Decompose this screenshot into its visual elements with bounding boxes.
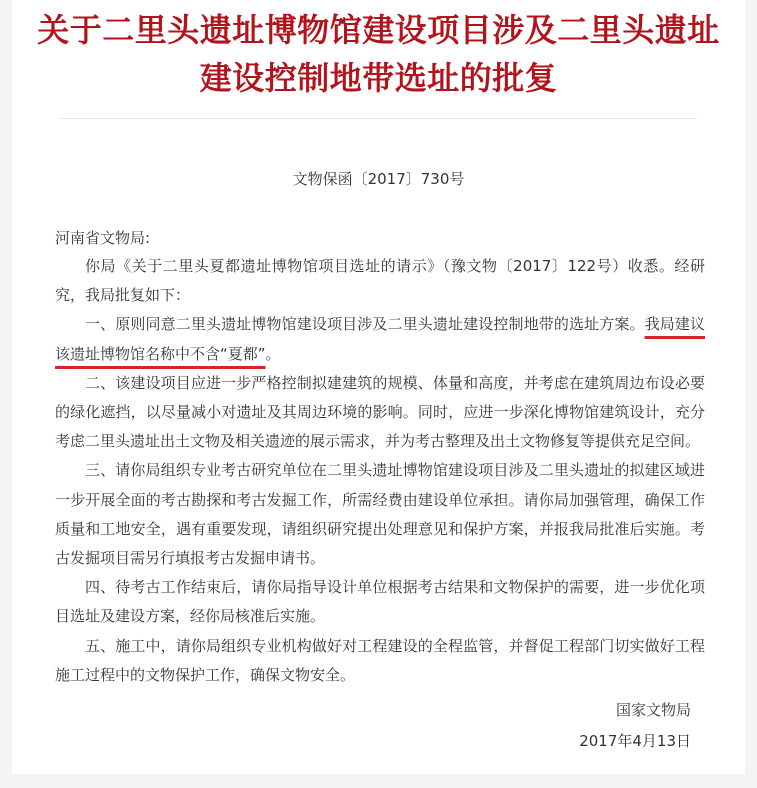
document-number: 文物保函〔2017〕730号 <box>292 170 465 188</box>
paragraph-1: 一、原则同意二里头遗址博物馆建设项目涉及二里头遗址建设控制地带的选址方案。我局建议该遗址博物馆名称中不含“夏都”。 <box>55 315 705 363</box>
signature-date: 2017年4月13日 <box>579 732 691 750</box>
title-line-2: 建设控制地带选址的批复 <box>199 59 558 97</box>
addressee: 河南省文物局: <box>55 229 151 247</box>
document-body <box>55 252 705 690</box>
highlighted-recommendation: 我局建议该遗址博物馆名称中不含“夏都” <box>55 315 705 363</box>
right-margin <box>745 0 757 788</box>
paragraph-intro: 你局《关于二里头夏都遗址博物馆项目选址的请示》（豫文物〔2017〕122号）收悉。经研究，我局批复如下： <box>55 257 705 305</box>
paragraph-2: 二、该建设项目应进一步严格控制拟建建筑的规模、体量和高度，并考虑在建筑周边布设必要的绿化遮挡，以尽量减小对遗址及其周边环境的影响。同时，应进一步深化博物馆建筑设计，充分考虑二里头遗址出土文物及相关遗迹的展示需求，并为考古整理及出土文物修复等提供充足空间。 <box>55 373 705 451</box>
bottom-margin <box>0 774 757 788</box>
signature-issuer: 国家文物局 <box>615 701 691 719</box>
document-title <box>20 6 737 102</box>
paragraph-3: 三、请你局组织专业考古研究单位在二里头遗址博物馆建设项目涉及二里头遗址的拟建区域进一步开展全面的考古勘探和考古发掘工作，所需经费由建设单位承担。请你局加强管理，确保工作质量和工地安全，遇有重要发现，请组织研究提出处理意见和保护方案，并报我局批准后实施。考古发掘项目需另行填报考古发掘申请书。 <box>55 461 705 568</box>
paragraph-5: 五、施工中，请你局组织专业机构做好对工程建设的全程监管，并督促工程部门切实做好工程施工过程中的文物保护工作，确保文物安全。 <box>55 636 705 684</box>
title-divider <box>60 118 697 119</box>
title-line-1: 关于二里头遗址博物馆建设项目涉及二里头遗址 <box>37 11 720 49</box>
paragraph-4: 四、待考古工作结束后，请你局指导设计单位根据考古结果和文物保护的需要，进一步优化项目选址及建设方案，经你局核准后实施。 <box>55 578 705 626</box>
left-margin <box>0 0 12 788</box>
